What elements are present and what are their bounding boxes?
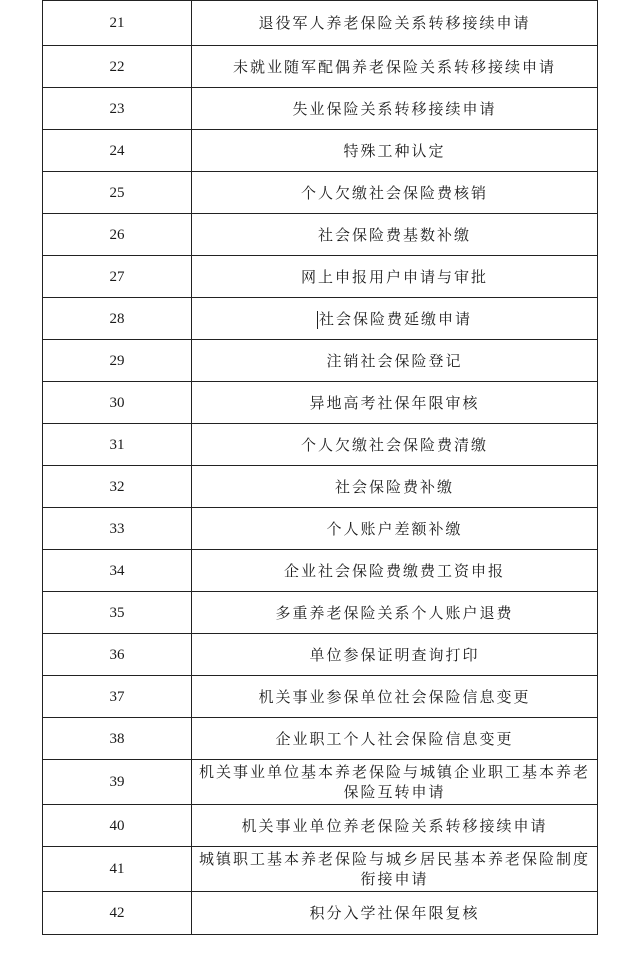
row-number: 29 — [43, 340, 192, 382]
row-number: 34 — [43, 550, 192, 592]
row-item-name: 机关事业参保单位社会保险信息变更 — [192, 676, 598, 718]
row-item-name: 单位参保证明查询打印 — [192, 634, 598, 676]
row-number: 40 — [43, 805, 192, 847]
table-row — [43, 88, 598, 130]
service-items-table — [42, 0, 598, 935]
table-row — [43, 805, 598, 847]
row-item-name: 机关事业单位养老保险关系转移接续申请 — [192, 805, 598, 847]
table-row — [43, 298, 598, 340]
table-row — [43, 634, 598, 676]
row-number: 38 — [43, 718, 192, 760]
row-item-name: 网上申报用户申请与审批 — [192, 256, 598, 298]
row-item-name: 异地高考社保年限审核 — [192, 382, 598, 424]
row-item-name-cell[interactable] — [192, 298, 598, 340]
table-row — [43, 256, 598, 298]
row-number: 42 — [43, 892, 192, 935]
table-row — [43, 550, 598, 592]
row-item-name: 个人账户差额补缴 — [192, 508, 598, 550]
table-row — [43, 1, 598, 46]
table-row — [43, 508, 598, 550]
table-row — [43, 892, 598, 935]
row-item-name: 未就业随军配偶养老保险关系转移接续申请 — [192, 46, 598, 88]
row-number: 28 — [43, 298, 192, 340]
row-number: 35 — [43, 592, 192, 634]
table-row — [43, 424, 598, 466]
row-item-name: 个人欠缴社会保险费核销 — [192, 172, 598, 214]
row-item-name: 退役军人养老保险关系转移接续申请 — [192, 1, 598, 46]
table-row — [43, 466, 598, 508]
row-item-name: 社会保险费延缴申请 — [318, 309, 472, 328]
row-number: 41 — [43, 847, 192, 892]
row-number: 37 — [43, 676, 192, 718]
row-item-name: 机关事业单位基本养老保险与城镇企业职工基本养老保险互转申请 — [192, 760, 598, 805]
row-item-name: 企业职工个人社会保险信息变更 — [192, 718, 598, 760]
row-number: 23 — [43, 88, 192, 130]
row-item-name: 城镇职工基本养老保险与城乡居民基本养老保险制度衔接申请 — [192, 847, 598, 892]
table-row — [43, 760, 598, 805]
row-item-name: 个人欠缴社会保险费清缴 — [192, 424, 598, 466]
table-row — [43, 592, 598, 634]
row-item-name: 社会保险费基数补缴 — [192, 214, 598, 256]
text-cursor-icon — [317, 311, 318, 329]
row-number: 30 — [43, 382, 192, 424]
row-item-name: 积分入学社保年限复核 — [192, 892, 598, 935]
row-number: 24 — [43, 130, 192, 172]
table-row — [43, 718, 598, 760]
row-item-name: 社会保险费补缴 — [192, 466, 598, 508]
row-number: 21 — [43, 1, 192, 46]
table-row — [43, 172, 598, 214]
row-number: 26 — [43, 214, 192, 256]
row-number: 31 — [43, 424, 192, 466]
row-number: 33 — [43, 508, 192, 550]
row-item-name: 失业保险关系转移接续申请 — [192, 88, 598, 130]
row-number: 27 — [43, 256, 192, 298]
row-item-name: 注销社会保险登记 — [192, 340, 598, 382]
row-number: 36 — [43, 634, 192, 676]
row-number: 22 — [43, 46, 192, 88]
table-row — [43, 676, 598, 718]
table-row — [43, 847, 598, 892]
table-row — [43, 382, 598, 424]
row-item-name: 特殊工种认定 — [192, 130, 598, 172]
table-row — [43, 130, 598, 172]
row-item-name: 企业社会保险费缴费工资申报 — [192, 550, 598, 592]
row-item-name: 多重养老保险关系个人账户退费 — [192, 592, 598, 634]
table-row — [43, 340, 598, 382]
table-row — [43, 46, 598, 88]
table-row — [43, 214, 598, 256]
row-number: 25 — [43, 172, 192, 214]
row-number: 32 — [43, 466, 192, 508]
row-number: 39 — [43, 760, 192, 805]
